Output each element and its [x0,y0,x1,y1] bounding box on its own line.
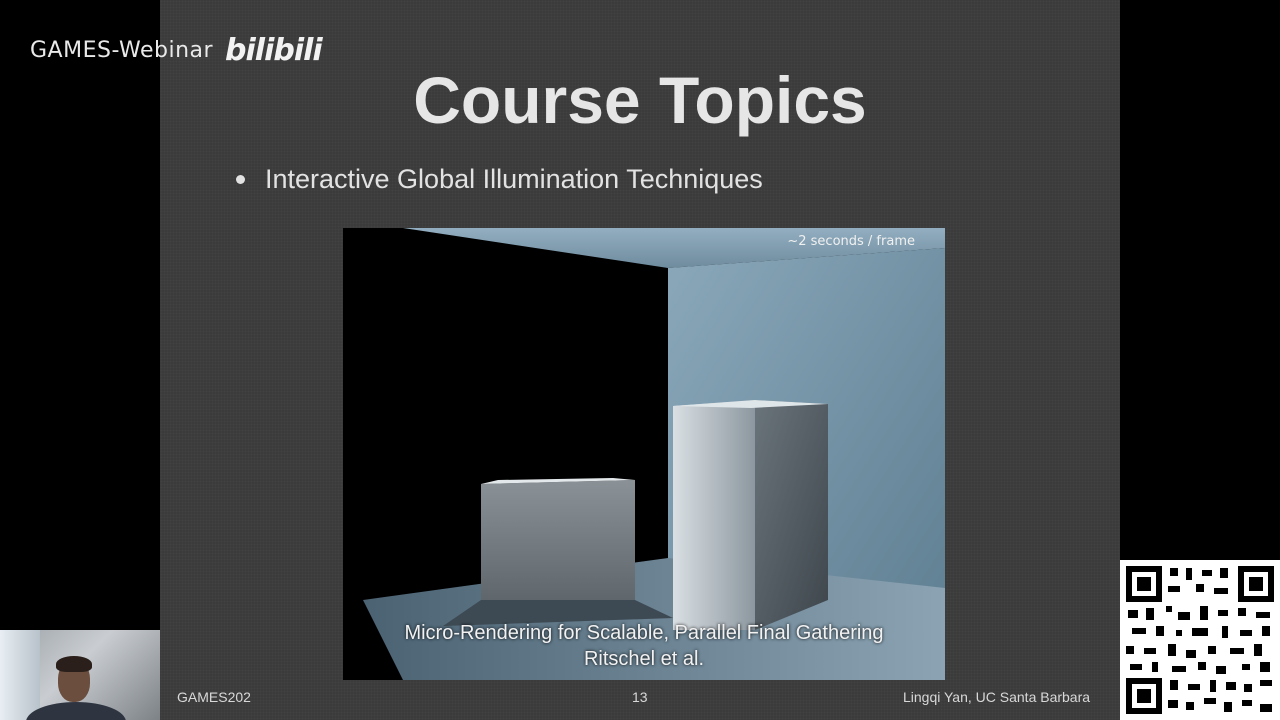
qr-code-graphic [1126,566,1274,714]
presenter-body [26,702,126,720]
footer-page-number: 13 [632,689,648,705]
presenter-webcam [0,630,160,720]
caption-title: Micro-Rendering for Scalable, Parallel Final Gathering [404,622,884,644]
cornell-box-illustration [343,228,945,680]
qr-code-icon [1120,560,1280,720]
footer-course: GAMES202 [177,689,251,705]
figure-caption [343,620,945,672]
caption-authors: Ritschel et al. [583,648,705,670]
bullet-item [236,164,763,195]
bullet-dot-icon [236,175,245,184]
stream-watermark [30,30,322,70]
presenter-hair [56,656,92,672]
bullet-text: Interactive Global Illumination Techniques [265,164,763,194]
rendered-scene-image [343,228,945,680]
webcam-background-window [0,630,40,720]
slide-title: Course Topics [413,63,867,137]
webinar-label: GAMES-Webinar [30,37,214,63]
timing-label: ~2 seconds / frame [787,234,915,249]
bilibili-logo: bilibili [225,32,322,68]
presentation-slide [160,0,1120,720]
footer-author: Lingqi Yan, UC Santa Barbara [903,689,1091,705]
